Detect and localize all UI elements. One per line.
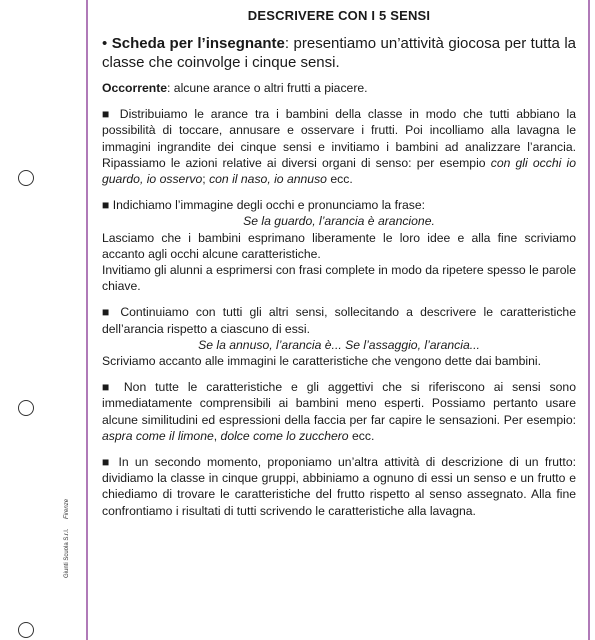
intro-paragraph (102, 34, 576, 72)
p3-bullet: ■ (102, 305, 114, 320)
p4-italic-2: dolce come lo zucchero (220, 428, 349, 443)
p5-text: In un secondo momento, proponiamo un’altra attività di descrizione di un frutto: dividiamo la classe in cinque gruppi, abbiniamo a ognuno di essi un senso e un frutto e chiediamo di trovare le caratteristiche del frutto rispetto al senso assegnato. Alla fine confrontiamo i risultati di tutti scrivendo le caratteristiche alla lavagna. (102, 455, 576, 518)
p3-line-2: Scriviamo accanto alle immagini le caratteristiche che vengono dette dai bambini. (102, 354, 541, 369)
p2-line-3: Invitiamo gli alunni a esprimersi con frasi complete in modo da ripetere spesso le parole chiave. (102, 263, 576, 294)
p2-bullet: ■ (102, 198, 110, 213)
p1-sep: ; (202, 172, 210, 187)
page-title: DESCRIVERE CON I 5 SENSI (247, 8, 431, 23)
paragraph-3 (102, 304, 576, 369)
p4-text: Non tutte le caratteristiche e gli aggettivi che si riferiscono ai sensi sono immediatamente comprensibili ai bambini meno esperti. Possiamo pertanto usare alcune similitudini ed espressioni della faccia per far capire le sensazioni. Per esempio: (102, 380, 576, 427)
p3-text: Continuiamo con tutti gli altri sensi, sollecitando a descrivere le caratteristiche dell’arancia rispetto a ciascuno di essi. (102, 305, 576, 336)
p2-text: Indichiamo l’immagine degli occhi e pronunciamo la frase: (112, 198, 426, 213)
intro-bullet: • (102, 35, 108, 52)
occorrente-paragraph (102, 80, 576, 96)
p1-text: Distribuiamo le arance tra i bambini della classe in modo che tutti abbiano la possibilità di toccare, annusare e osservare i frutti. Poi incolliamo alla lavagna le immagini ingrandite dei cinque sensi e invitiamo i bambini ad analizzare l’arancia. Ripassiamo le azioni relative ai diversi organi di senso: per esempio (102, 107, 576, 170)
p1-italic-1: con gli occhi io guardo, io osservo (102, 155, 576, 187)
credit-brand: Firenze (64, 498, 70, 519)
p2-quote: Se la guardo, l’arancia è arancione. (243, 214, 435, 229)
intro-label: Scheda per l’insegnante (111, 35, 285, 52)
p4-italic-1: aspra come il limone (102, 428, 214, 443)
side-credit (64, 499, 70, 578)
worksheet-content (102, 6, 576, 529)
paragraph-4 (102, 379, 576, 444)
p1-italic-2: con il naso, io annuso (209, 172, 327, 187)
p2-line-2: Lasciamo che i bambini esprimano liberamente le loro idee e alla fine scriviamo accanto agli occhi alcune caratteristiche. (102, 230, 576, 261)
p3-quote: Se la annuso, l’arancia è... Se l’assaggio, l’arancia... (198, 337, 480, 352)
paragraph-5 (102, 454, 576, 519)
credit-publisher: Giunti Scuola S.r.l. (64, 528, 70, 578)
binder-hole-top (18, 170, 34, 186)
binder-hole-bottom (18, 622, 34, 638)
p1-end: ecc. (326, 172, 353, 187)
p4-end: ecc. (348, 428, 375, 443)
p5-bullet: ■ (102, 455, 113, 470)
p1-bullet: ■ (102, 107, 113, 122)
paragraph-2 (102, 197, 576, 294)
occorrente-text: : alcune arance o altri frutti a piacere. (167, 81, 368, 95)
binder-hole-middle (18, 400, 34, 416)
p4-bullet: ■ (102, 380, 115, 395)
p4-sep: , (213, 428, 221, 443)
paragraph-1 (102, 106, 576, 187)
occorrente-label: Occorrente (102, 81, 168, 95)
intro-text: : presentiamo un’attività giocosa per tutta la classe che coinvolge i cinque sensi. (102, 35, 576, 71)
